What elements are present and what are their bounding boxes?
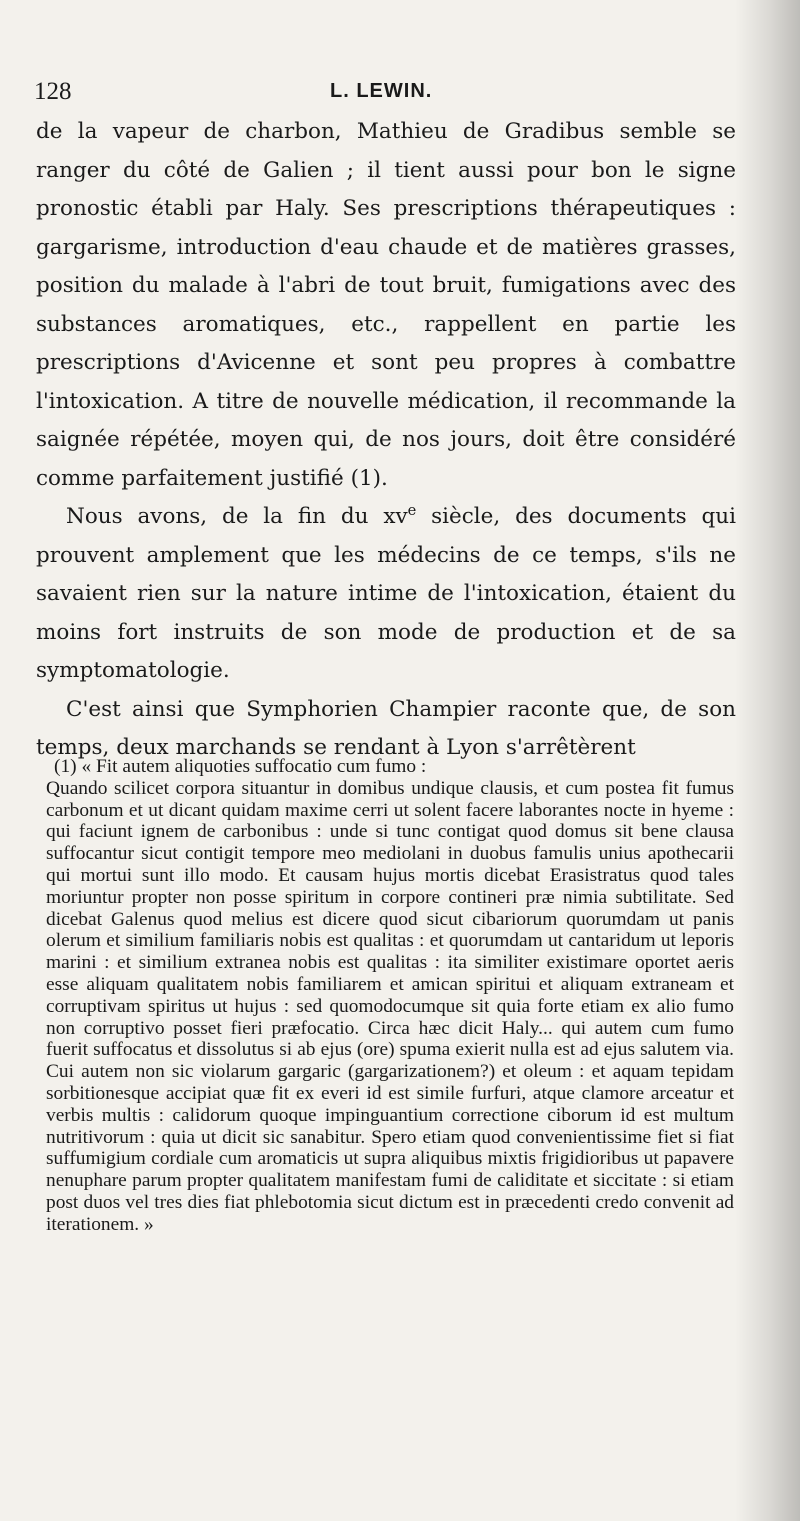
footnote-text: Quando scilicet corpora situantur in domibus undique clausis, et cum postea fit fumus carbonum et ut dicant quidam maxime cerri ut solent facere laborantes nocte in hyeme : qui faciunt ignem de carbonibus : unde si tunc contigat quod domus sit bene clausa suffocantur sicut contigit tempore meo mediolani in duobus famulis unius apothecarii qui mortui sunt illo modo. Et causam hujus mortis dicebat Erasistratus quod tales moriuntur propter non posse spiritum in corpore contineri præ nimia subtilitate. Sed dicebat Galenus quod melius est dicere quod sicut cibariorum quorumdam ut panis olerum et similium familiaris nobis est qualitas : et quorumdam ut cantaridum ut leporis marini : et similium extranea nobis est qualitas : ita similiter existimare oportet aeris esse aliquam qualitatem nobis familiarem et amican spiritui et aliquam extraneam et corruptivam spiritus ut hujus : sed quomodocumque sit quia forte etiam ex alio fumo non corruptivo posset fieri præfocatio. Circa hæc dicit Haly... qui autem cum fumo fuerit suffocatus et dissolutus si ab ejus (ore) spuma exierit nulla est ad ejus salutem via. Cui autem non sic violarum gargaric (gargarizationem?) et oleum : et aquam tepidam sorbitionesque accipiat quæ fit ex everi id est simile furfuri, atque clamore arceatur et verbis multis : calidorum quoque impinguantium correctione ciborum id est multum nutritivorum : quia ut dicit sic sanabitur. Spero etiam quod convenientissime fiet si fiat suffumigium cordiale cum aromaticis ut supra aliquibus mixtis frigidioribus ut papavere nenuphare parum propter qualitatem manifestam fumi de caliditate et siccitate : si etiam post duos vel tres dies fiat phlebotomia sicut dictum est in præcedenti credo convenit ad iterationem. »	[46, 777, 734, 1235]
paragraph-2-end: siècle, des documents qui prouvent amplement que les médecins de ce temps, s'ils ne savaient rien sur la nature intime de l'intoxication, étaient du moins fort instruits de son mode de production et de sa symptomatologie.	[36, 504, 736, 683]
paragraph-3: C'est ainsi que Symphorien Champier raconte que, de son temps, deux marchands se rendant à Lyon s'arrêtèrent	[36, 696, 736, 760]
footnote	[46, 756, 734, 1236]
paragraph-1: de la vapeur de charbon, Mathieu de Gradibus semble se ranger du côté de Galien ; il tient aussi pour bon le signe pronostic établi par Haly. Ses prescriptions thérapeutiques : gargarisme, introduction d'eau chaude et de matières grasses, position du malade à l'abri de tout bruit, fumigations avec des substances aromatiques, etc., rappellent en partie les prescriptions d'Avicenne et sont peu propres à combattre l'intoxication. A titre de nouvelle médication, il recommande la saignée répétée, moyen qui, de nos jours, doit être considéré comme parfaitement justifié (1).	[36, 119, 736, 491]
paragraph-2-start: Nous avons, de la fin du xv	[66, 504, 408, 529]
paragraph-2	[36, 498, 736, 691]
page-number: 128	[34, 78, 72, 105]
running-head: L. LEWIN.	[330, 80, 433, 102]
main-text	[36, 113, 736, 768]
footnote-lead: (1) « Fit autem aliquoties suffocatio cum fumo :	[54, 756, 427, 777]
century-superscript: e	[407, 501, 417, 519]
page-header	[34, 78, 734, 108]
